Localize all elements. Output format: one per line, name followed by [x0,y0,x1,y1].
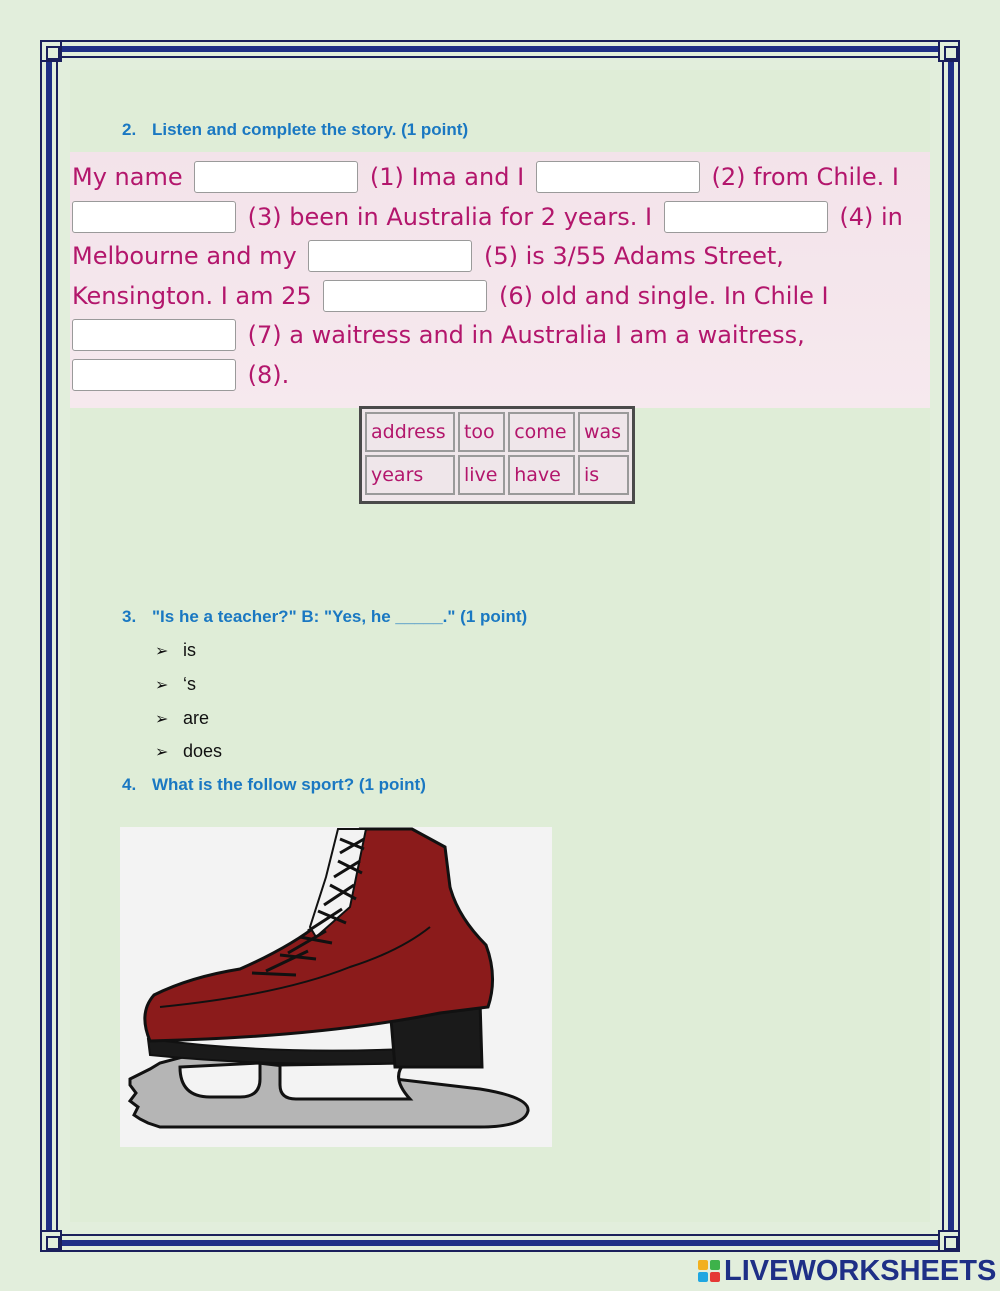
question-text: Listen and complete the story. (1 point) [152,120,469,139]
frame-corner-bottom-right [938,1230,960,1252]
liveworksheets-logo-icon [698,1260,720,1282]
question-3-title [122,607,527,627]
option-label: are [183,708,210,728]
story-text: (7) a waitress and in Australia I am a waitress, [247,321,805,349]
question-number: 3. [122,607,137,626]
frame-corner-bottom-left [40,1230,62,1252]
question-2-title [122,120,468,140]
blank-input-8[interactable] [72,359,236,391]
blank-input-1[interactable] [194,161,358,193]
blank-input-2[interactable] [536,161,700,193]
story-line-6 [72,356,289,392]
story-text: (2) from Chile. I [711,163,899,191]
word-bank-cell: live [458,455,505,495]
story-line-4 [72,277,829,313]
word-bank-cell: have [508,455,575,495]
option-are[interactable] [155,708,209,729]
liveworksheets-logo [698,1256,996,1286]
story-text: (8). [247,361,290,389]
word-bank-cell: too [458,412,505,452]
blank-input-5[interactable] [308,240,472,272]
option-label: is [183,640,196,660]
question-text: What is the follow sport? (1 point) [152,775,426,794]
story-line-1 [72,158,899,194]
story-line-5 [72,316,805,352]
frame-corner-top-left [40,40,62,62]
question-number: 4. [122,775,137,794]
brand-name: LIVEWORKSHEETS [724,1254,997,1287]
word-bank-cell: is [578,455,629,495]
blank-input-4[interactable] [664,201,828,233]
ice-skate-icon [120,827,552,1147]
story-text: (3) been in Australia for 2 years. I [247,203,653,231]
option-label: does [183,741,223,761]
word-bank-cell: was [578,412,629,452]
story-text: (4) in [839,203,903,231]
word-bank-cell: come [508,412,575,452]
option-label: ‘s [183,674,196,694]
story-line-3 [72,237,784,273]
story-text: Melbourne and my [72,242,297,270]
story-line-2 [72,198,903,234]
blank-input-3[interactable] [72,201,236,233]
question-text: "Is he a teacher?" B: "Yes, he _____." (1 point) [152,607,528,626]
word-bank [359,406,635,504]
word-bank-cell: address [365,412,455,452]
question-number: 2. [122,120,137,139]
arrow-bullet-icon: ➢ [155,711,169,728]
arrow-bullet-icon: ➢ [155,677,169,694]
story-text: (5) is 3/55 Adams Street, [483,242,784,270]
question-4-title [122,775,426,795]
arrow-bullet-icon: ➢ [155,643,169,660]
story-passage [70,152,930,408]
option-does[interactable] [155,741,222,762]
ice-skate-image [120,827,552,1147]
word-bank-cell: years [365,455,455,495]
option-is[interactable] [155,640,196,661]
story-text: Kensington. I am 25 [72,282,312,310]
story-text: (1) Ima and I [369,163,525,191]
blank-input-7[interactable] [72,319,236,351]
frame-corner-top-right [938,40,960,62]
story-text: (6) old and single. In Chile I [498,282,829,310]
option-s[interactable] [155,674,196,695]
blank-input-6[interactable] [323,280,487,312]
arrow-bullet-icon: ➢ [155,744,169,761]
story-text: My name [72,163,183,191]
